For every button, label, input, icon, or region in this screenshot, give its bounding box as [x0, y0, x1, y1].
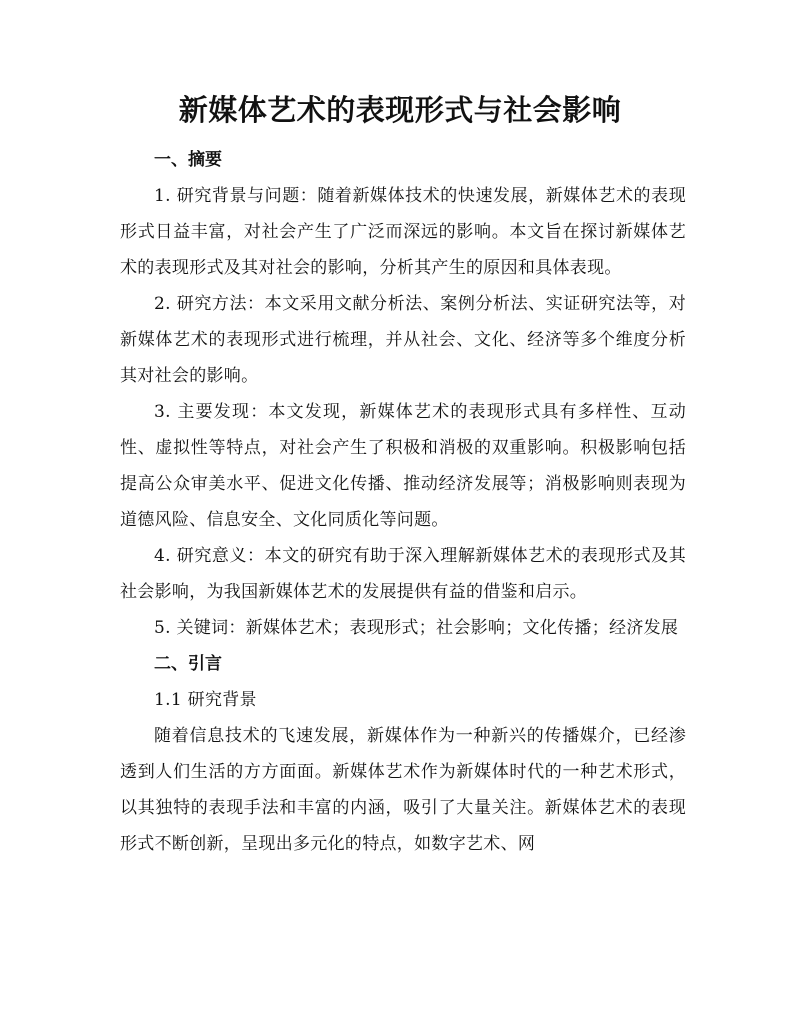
- section-heading-abstract: 一、摘要: [154, 150, 222, 170]
- abstract-item-4: 4. 研究意义：本文的研究有助于深入理解新媒体艺术的表现形式及其社会影响，为我国新媒体艺术的发展提供有益的借鉴和启示。: [120, 546, 686, 602]
- document-title: 新媒体艺术的表现形式与社会影响: [178, 93, 622, 127]
- section-heading-intro: 二、引言: [154, 654, 222, 674]
- abstract-item-3: 3. 主要发现：本文发现，新媒体艺术的表现形式具有多样性、互动性、虚拟性等特点，对社会产生了积极和消极的双重影响。积极影响包括提高公众审美水平、促进文化传播、推动经济发展等；消极影响则表现为道德风险、信息安全、文化同质化等问题。: [120, 402, 686, 530]
- subsection-heading-background: 1.1 研究背景: [154, 690, 257, 710]
- abstract-item-1: 1. 研究背景与问题：随着新媒体技术的快速发展，新媒体艺术的表现形式日益丰富，对社会产生了广泛而深远的影响。本文旨在探讨新媒体艺术的表现形式及其对社会的影响，分析其产生的原因和具体表现。: [120, 186, 686, 278]
- document-body: [120, 142, 686, 862]
- abstract-item-5: 5. 关键词：新媒体艺术；表现形式；社会影响；文化传播；经济发展: [154, 618, 679, 638]
- intro-paragraph: 随着信息技术的飞速发展，新媒体作为一种新兴的传播媒介，已经渗透到人们生活的方方面面。新媒体艺术作为新媒体时代的一种艺术形式，以其独特的表现手法和丰富的内涵，吸引了大量关注。新媒体艺术的表现形式不断创新，呈现出多元化的特点，如数字艺术、网: [120, 726, 686, 854]
- abstract-item-2: 2. 研究方法：本文采用文献分析法、案例分析法、实证研究法等，对新媒体艺术的表现形式进行梳理，并从社会、文化、经济等多个维度分析其对社会的影响。: [120, 294, 686, 386]
